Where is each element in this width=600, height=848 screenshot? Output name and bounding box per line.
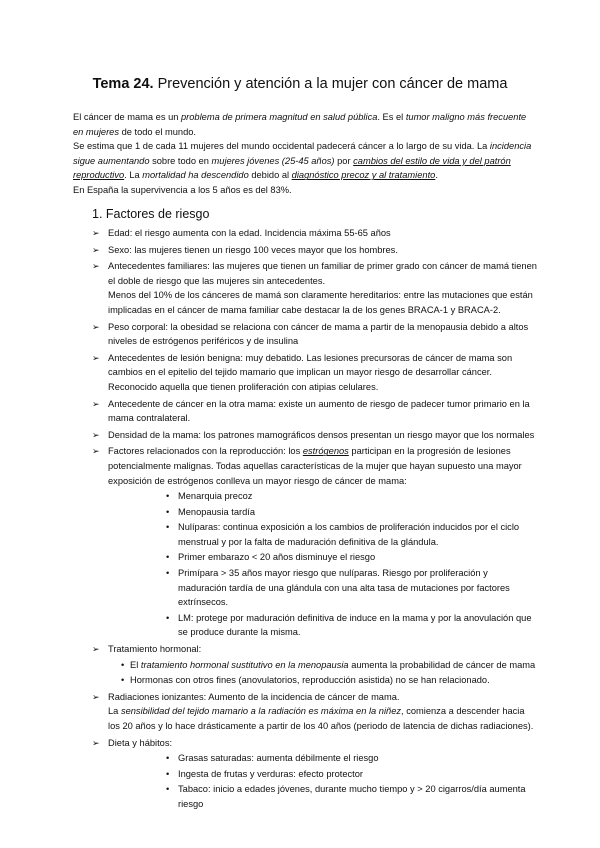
dot-bullet-icon: • <box>166 568 170 579</box>
sub-list-item: • Menopausia tardía <box>108 505 537 520</box>
dot-bullet-icon: • <box>166 552 170 563</box>
dot-bullet-icon: • <box>166 784 170 795</box>
dot-bullet-icon: • <box>166 491 170 502</box>
sub-list-item: • Ingesta de frutas y verduras: efecto protector <box>108 767 537 782</box>
list-item: ➢ Antecedente de cáncer en la otra mama: existe un aumento de riesgo de padecer tumor primario en la mama contralateral. <box>92 398 530 424</box>
arrow-bullet-icon: ➢ <box>92 244 100 255</box>
sub-list-item: • Primer embarazo < 20 años disminuye el riesgo <box>108 550 537 565</box>
intro-text <box>73 110 533 198</box>
dot-bullet-icon: • <box>166 753 170 764</box>
dot-bullet-icon: • <box>166 506 170 517</box>
risk-factor-list <box>92 226 537 814</box>
sub-list-item: • Tabaco: inicio a edades jóvenes, durante mucho tiempo y > 20 cigarros/día aumenta riesgo <box>166 784 526 809</box>
dot-bullet-icon: • <box>166 612 170 623</box>
dot-bullet-icon: • <box>121 675 125 686</box>
intro-paragraph-1: El cáncer de mama es un problema de primera magnitud en salud pública. Es el tumor maligno más frecuente en mujeres de todo el mundo. <box>73 112 527 137</box>
arrow-bullet-icon: ➢ <box>92 321 100 332</box>
list-item: ➢ Edad: el riesgo aumenta con la edad. Incidencia máxima 55-65 años <box>92 226 537 241</box>
dot-bullet-icon: • <box>121 659 125 670</box>
arrow-bullet-icon: ➢ <box>92 228 100 238</box>
title-text: Prevención y atención a la mujer con cáncer de mama <box>157 76 508 92</box>
title-number: Tema 24. <box>92 76 154 92</box>
sub-list-item: • Hormonas con otros fines (anovulatorios, reproducción asistida) no se han relacionado. <box>108 673 537 688</box>
list-item: ➢ Sexo: las mujeres tienen un riesgo 100 veces mayor que los hombres. <box>92 243 537 258</box>
list-item: ➢ Factores relacionados con la reproducción: los estrógenos participan en la progresión de lesiones potencialmente malignas. Todas aquellas características de la mujer que hayan supuesto una mayor exposición de estrógenos conlleva un mayor riesgo de cáncer de mama: • Menarquia precoz • Menopausia tardía • Nulíparas: continua exposición a los cambios de proliferación inducidos por el ciclo menstrual y por la falta de maduración definitiva de la glándula. • Primer embarazo < 20 años disminuye el riesgo • Primípara > 35 años mayor riesgo que nulíparas. Riesgo por proliferación y maduración tardía de una glándula con una alta tasa de mutaciones por factores extrínsecos. • LM: protege por maduración definitiva de induce en la mama y por la anovulación que se produce durante la misma. <box>92 444 537 640</box>
arrow-bullet-icon: ➢ <box>92 429 100 440</box>
sub-list-item: • Primípara > 35 años mayor riesgo que nulíparas. Riesgo por proliferación y maduración tardía de una glándula con una alta tasa de mutaciones por factores extrínsecos. <box>166 568 510 608</box>
list-item: ➢ Antecedentes familiares: las mujeres que tienen un familiar de primer grado con cáncer de mamá tienen el doble de riesgo que las mujeres sin antecedentes. Menos del 10% de los cánceres de mamá son claramente hereditarios: entre las mutaciones que están implicadas en el cáncer de mama familiar cabe destacar la de los genes BRACA-1 y BRACA-2. <box>92 261 537 315</box>
arrow-bullet-icon: ➢ <box>92 737 100 748</box>
arrow-bullet-icon: ➢ <box>92 398 100 409</box>
list-item: ➢ Dieta y hábitos: • Grasas saturadas: aumenta débilmente el riesgo • Ingesta de frutas y verduras: efecto protector • Tabaco: inicio a edades jóvenes, durante mucho tiempo y > 20 cigarros/día aumenta riesgo <box>92 736 537 812</box>
list-item: ➢ Peso corporal: la obesidad se relaciona con cáncer de mama a partir de la menopausia debido a altos niveles de estrógenos periféricos y de insulina <box>92 321 529 347</box>
arrow-bullet-icon: ➢ <box>92 691 100 702</box>
sub-list-item: • LM: protege por maduración definitiva de induce en la mama y por la anovulación que se produce durante la misma. <box>166 612 532 638</box>
list-item: ➢ Densidad de la mama: los patrones mamográficos densos presentan un riesgo mayor que los normales <box>92 428 537 443</box>
arrow-bullet-icon: ➢ <box>92 446 100 457</box>
arrow-bullet-icon: ➢ <box>92 644 100 655</box>
sub-list-item: • Grasas saturadas: aumenta débilmente el riesgo <box>108 751 537 766</box>
intro-paragraph-2: Se estima que 1 de cada 11 mujeres del mundo occidental padecerá cáncer a lo largo de su vida. La incidencia sigue aumentando sobre todo en mujeres jóvenes (25-45 años) por cambios del estilo de vida y del patrón reproductivo. La mortalidad ha descendido debido al diagnóstico precoz y al tratamiento. <box>73 141 532 181</box>
list-item: ➢ Tratamiento hormonal: • El tratamiento hormonal sustitutivo en la menopausia aumenta la probabilidad de cáncer de mama • Hormonas con otros fines (anovulatorios, reproducción asistida) no se han relacionado. <box>92 642 537 688</box>
intro-paragraph-3: En España la supervivencia a los 5 años es del 83%. <box>73 184 292 195</box>
list-item: ➢ Antecedentes de lesión benigna: muy debatido. Las lesiones precursoras de cáncer de mama son cambios en el epitelio del tejido mamario que implican un mayor riesgo de desarrollar cáncer. Reconocido aquella que tienen proliferación con atipias celulares. <box>92 352 513 392</box>
radiation-detail: La sensibilidad del tejido mamario a la radiación es máxima en la niñez, comienza a descender hacia los 20 años y lo hace drásticamente a partir de los 40 años (periodo de latencia de dichas radiaciones). <box>108 706 534 731</box>
dot-bullet-icon: • <box>166 522 170 533</box>
arrow-bullet-icon: ➢ <box>92 352 100 363</box>
section-heading: 1. Factores de riesgo <box>92 207 210 221</box>
list-item: ➢ Radiaciones ionizantes: Aumento de la incidencia de cáncer de mama. La sensibilidad del tejido mamario a la radiación es máxima en la niñez, comienza a descender hacia los 20 años y lo hace drásticamente a partir de los 40 años (periodo de latencia de dichas radiaciones). <box>92 690 537 734</box>
sub-list-item: • El tratamiento hormonal sustitutivo en la menopausia aumenta la probabilidad de cáncer de mama <box>108 658 537 673</box>
sub-list-item: • Nulíparas: continua exposición a los cambios de proliferación inducidos por el ciclo menstrual y por la falta de maduración definitiva de la glándula. <box>166 522 520 547</box>
sub-list-item: • Menarquia precoz <box>108 489 537 504</box>
page-title <box>0 76 600 92</box>
arrow-bullet-icon: ➢ <box>92 261 100 272</box>
dot-bullet-icon: • <box>166 768 170 779</box>
